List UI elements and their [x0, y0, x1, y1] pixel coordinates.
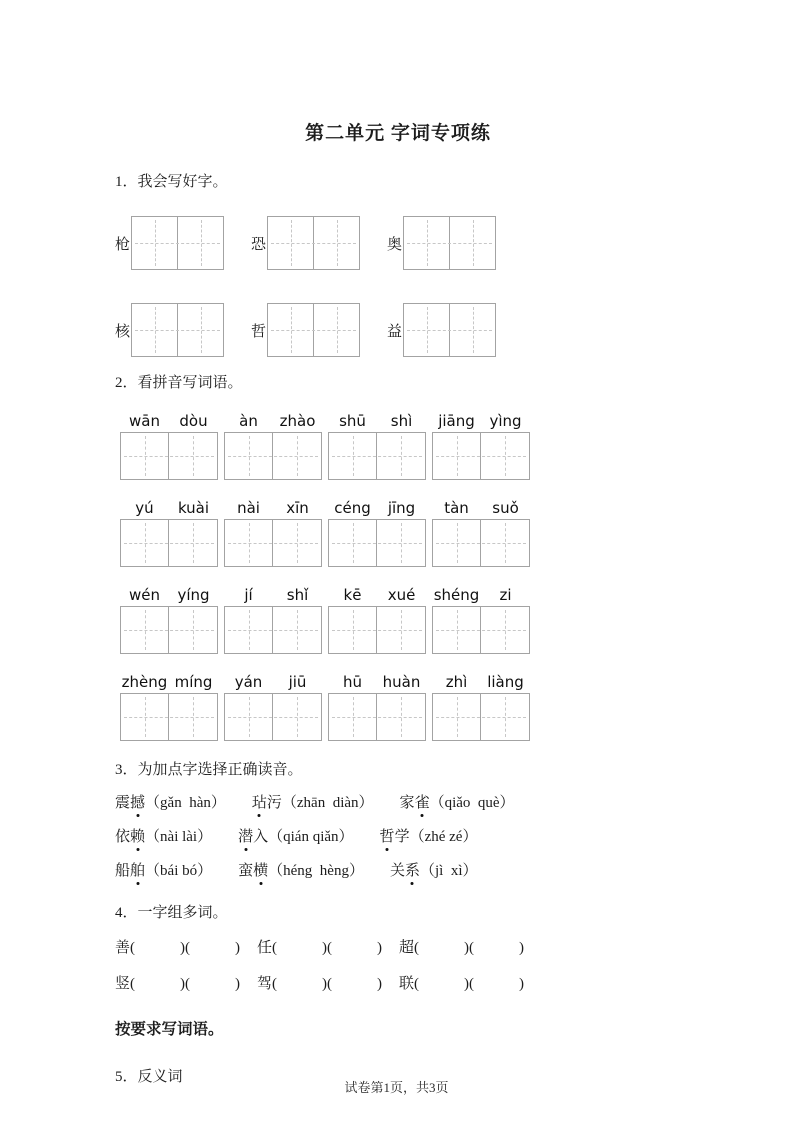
grid-cell	[169, 433, 216, 479]
writing-grid	[224, 519, 322, 567]
pinyin-syllables	[328, 585, 426, 606]
q3-line-2	[115, 827, 681, 848]
grid-cell	[169, 520, 216, 566]
pronunciation-item	[238, 861, 364, 882]
q1-grid-row-2	[115, 303, 681, 357]
q2-pinyin-row-1	[120, 411, 681, 480]
model-character: 奥	[387, 236, 403, 253]
q4-line-1	[115, 937, 681, 959]
writing-group	[251, 303, 360, 357]
pinyin-group	[328, 585, 426, 654]
target-word: 关系	[390, 863, 420, 879]
grid-cell	[121, 607, 169, 653]
grid-cell	[273, 520, 320, 566]
grid-cell	[225, 607, 273, 653]
pinyin-syllable: shì	[390, 412, 413, 430]
answer-blanks: ( )( )	[130, 976, 240, 992]
writing-group	[387, 216, 496, 270]
q4-line-2	[115, 973, 681, 995]
answer-blanks: ( )( )	[272, 940, 382, 956]
grid-cell	[225, 433, 273, 479]
grid-cell	[329, 607, 377, 653]
base-character: 联	[399, 976, 415, 992]
grid-cell	[268, 304, 314, 356]
pronunciation-item	[115, 861, 212, 882]
pinyin-group	[224, 411, 322, 480]
answer-blanks: ( )( )	[414, 940, 524, 956]
pinyin-syllables	[328, 498, 426, 519]
pinyin-syllable: dòu	[179, 412, 208, 430]
dotted-character: 撼	[130, 793, 145, 814]
pinyin-group	[224, 585, 322, 654]
page-footer: 试卷第1页，共3页	[344, 1080, 449, 1095]
target-word: 蛮横	[238, 863, 268, 879]
model-character: 核	[115, 323, 131, 340]
answer-blanks: ( )( )	[414, 976, 524, 992]
writing-grid	[120, 519, 218, 567]
writing-grid	[131, 303, 224, 357]
pinyin-syllables	[432, 498, 530, 519]
pinyin-options: （zhé zé）	[409, 829, 478, 845]
pinyin-syllables	[224, 672, 322, 693]
pinyin-options: （gǎn hàn）	[145, 795, 226, 811]
pinyin-syllable: jiū	[288, 673, 307, 691]
writing-grid	[120, 606, 218, 654]
grid-cell	[450, 217, 495, 269]
writing-grid	[224, 693, 322, 741]
grid-cell	[225, 694, 273, 740]
grid-cell	[377, 607, 424, 653]
grid-cell	[132, 217, 178, 269]
word-building-item	[399, 973, 524, 995]
pronunciation-item	[400, 793, 515, 814]
pronunciation-item	[252, 793, 374, 814]
writing-group	[115, 216, 224, 270]
writing-grid	[120, 693, 218, 741]
q3-line-3	[115, 861, 681, 882]
pinyin-syllable: nài	[237, 499, 260, 517]
grid-cell	[329, 694, 377, 740]
base-character: 驾	[257, 976, 273, 992]
pinyin-syllables	[328, 672, 426, 693]
pinyin-syllable: shǐ	[286, 586, 309, 604]
writing-group	[387, 303, 496, 357]
grid-cell	[481, 433, 528, 479]
pinyin-syllables	[120, 411, 218, 432]
pinyin-options: （nài lài）	[145, 829, 213, 845]
pinyin-group	[432, 585, 530, 654]
pinyin-syllable: wān	[129, 412, 160, 430]
pinyin-syllables	[120, 585, 218, 606]
pinyin-syllable: àn	[239, 412, 258, 430]
pinyin-syllable: suǒ	[492, 499, 519, 517]
pinyin-syllables	[224, 498, 322, 519]
writing-grid	[120, 432, 218, 480]
pinyin-syllable: jīng	[387, 499, 416, 517]
pinyin-syllable: zi	[499, 586, 512, 604]
pinyin-syllable: huàn	[382, 673, 421, 691]
grid-cell	[404, 217, 450, 269]
writing-grid	[403, 303, 496, 357]
answer-blanks: ( )( )	[272, 976, 382, 992]
pinyin-syllable: hū	[342, 673, 362, 691]
grid-cell	[377, 433, 424, 479]
pinyin-options: （qiǎo què）	[429, 795, 515, 811]
writing-group	[251, 216, 360, 270]
model-character: 哲	[251, 323, 267, 340]
grid-cell	[225, 520, 273, 566]
q3-line-1	[115, 793, 681, 814]
q2-pinyin-row-2	[120, 498, 681, 567]
grid-cell	[481, 520, 528, 566]
dotted-character: 横	[253, 861, 268, 882]
target-word: 船舶	[115, 863, 145, 879]
grid-cell	[314, 304, 359, 356]
grid-cell	[481, 607, 528, 653]
pinyin-syllable: xué	[387, 586, 416, 604]
pinyin-group	[328, 672, 426, 741]
pinyin-syllable: kuài	[177, 499, 210, 517]
pinyin-group	[120, 585, 218, 654]
writing-grid	[328, 432, 426, 480]
pinyin-group	[328, 498, 426, 567]
pinyin-syllable: shū	[339, 412, 366, 430]
target-word: 家雀	[400, 795, 430, 811]
writing-group	[115, 303, 224, 357]
pinyin-syllable: zhào	[279, 412, 316, 430]
dotted-character: 系	[405, 861, 420, 882]
writing-grid	[403, 216, 496, 270]
writing-grid	[267, 216, 360, 270]
pinyin-options: （bái bó）	[145, 863, 213, 879]
grid-cell	[433, 694, 481, 740]
pinyin-syllable: liàng	[487, 673, 524, 691]
pinyin-syllable: míng	[174, 673, 213, 691]
dotted-character: 玷	[252, 793, 267, 814]
grid-cell	[314, 217, 359, 269]
grid-cell	[450, 304, 495, 356]
pronunciation-item	[115, 793, 226, 814]
grid-cell	[169, 607, 216, 653]
word-building-item	[399, 937, 524, 959]
pinyin-group	[224, 672, 322, 741]
pinyin-syllables	[432, 411, 530, 432]
grid-cell	[121, 433, 169, 479]
writing-grid	[328, 519, 426, 567]
writing-grid	[432, 693, 530, 741]
writing-grid	[131, 216, 224, 270]
pinyin-syllable: yán	[234, 673, 263, 691]
dotted-character: 哲	[380, 827, 395, 848]
pinyin-syllable: kē	[343, 586, 362, 604]
pinyin-group	[328, 411, 426, 480]
pinyin-group	[432, 672, 530, 741]
pinyin-group	[120, 498, 218, 567]
grid-cell	[169, 694, 216, 740]
target-word: 震撼	[115, 795, 145, 811]
writing-grid	[432, 519, 530, 567]
base-character: 任	[257, 940, 273, 956]
pinyin-syllables	[328, 411, 426, 432]
pinyin-syllable: zhì	[445, 673, 468, 691]
base-character: 竖	[115, 976, 131, 992]
pronunciation-item	[390, 861, 478, 882]
pinyin-group	[120, 672, 218, 741]
pinyin-syllable: wén	[128, 586, 160, 604]
pinyin-syllables	[224, 585, 322, 606]
dotted-character: 赖	[130, 827, 145, 848]
grid-cell	[268, 217, 314, 269]
target-word: 依赖	[115, 829, 145, 845]
q2-pinyin-row-4	[120, 672, 681, 741]
writing-grid	[224, 432, 322, 480]
word-building-item	[115, 937, 240, 959]
q4-label: 4．一字组多词。	[115, 905, 228, 921]
pinyin-syllable: tàn	[444, 499, 469, 517]
grid-cell	[377, 694, 424, 740]
word-building-item	[115, 973, 240, 995]
pinyin-syllable: céng	[334, 499, 371, 517]
q3-label: 3．为加点字选择正确读音。	[115, 762, 303, 778]
grid-cell	[433, 433, 481, 479]
pinyin-group	[432, 498, 530, 567]
target-word: 潜入	[238, 829, 268, 845]
pinyin-syllable: yíng	[177, 586, 210, 604]
pinyin-options: （qián qiǎn）	[268, 829, 354, 845]
page-title: 第二单元 字词专项练	[305, 123, 491, 144]
target-word: 哲学	[380, 829, 410, 845]
writing-grid	[432, 606, 530, 654]
target-word: 玷污	[252, 795, 282, 811]
grid-cell	[121, 694, 169, 740]
grid-cell	[329, 520, 377, 566]
pinyin-syllables	[120, 498, 218, 519]
grid-cell	[404, 304, 450, 356]
pronunciation-item	[380, 827, 478, 848]
q2-label: 2．看拼音写词语。	[115, 375, 243, 391]
section-heading: 按要求写词语。	[115, 1021, 224, 1038]
dotted-character: 舶	[130, 861, 145, 882]
writing-grid	[328, 606, 426, 654]
grid-cell	[121, 520, 169, 566]
pinyin-group	[432, 411, 530, 480]
grid-cell	[178, 217, 223, 269]
base-character: 超	[399, 940, 415, 956]
pinyin-group	[120, 411, 218, 480]
grid-cell	[433, 607, 481, 653]
q1-grid-row-1	[115, 216, 681, 270]
q2-pinyin-row-3	[120, 585, 681, 654]
grid-cell	[273, 433, 320, 479]
pronunciation-item	[238, 827, 353, 848]
pinyin-syllables	[224, 411, 322, 432]
pinyin-syllable: jí	[244, 586, 253, 604]
dotted-character: 雀	[415, 793, 430, 814]
grid-cell	[481, 694, 528, 740]
pinyin-options: （héng hèng）	[268, 863, 364, 879]
pinyin-syllables	[432, 585, 530, 606]
base-character: 善	[115, 940, 131, 956]
pinyin-syllables	[120, 672, 218, 693]
grid-cell	[273, 607, 320, 653]
pronunciation-item	[115, 827, 212, 848]
model-character: 恐	[251, 236, 267, 253]
pinyin-syllable: xīn	[286, 499, 309, 517]
q1-label: 1．我会写好字。	[115, 174, 228, 190]
word-building-item	[257, 937, 382, 959]
pinyin-syllable: yìng	[489, 412, 522, 430]
grid-cell	[433, 520, 481, 566]
writing-grid	[432, 432, 530, 480]
writing-grid	[224, 606, 322, 654]
pinyin-syllable: zhèng	[121, 673, 168, 691]
writing-grid	[328, 693, 426, 741]
grid-cell	[178, 304, 223, 356]
q5-label: 5．反义词	[115, 1069, 183, 1085]
pinyin-syllable: yú	[135, 499, 154, 517]
pinyin-options: （jì xì）	[420, 863, 478, 879]
grid-cell	[132, 304, 178, 356]
pinyin-syllable: jiāng	[438, 412, 475, 430]
pinyin-syllables	[432, 672, 530, 693]
grid-cell	[273, 694, 320, 740]
grid-cell	[329, 433, 377, 479]
pinyin-options: （zhān diàn）	[281, 795, 374, 811]
model-character: 枪	[115, 236, 131, 253]
word-building-item	[257, 973, 382, 995]
writing-grid	[267, 303, 360, 357]
dotted-character: 潜	[238, 827, 253, 848]
pinyin-group	[224, 498, 322, 567]
grid-cell	[377, 520, 424, 566]
answer-blanks: ( )( )	[130, 940, 240, 956]
model-character: 益	[387, 323, 403, 340]
pinyin-syllable: shéng	[433, 586, 480, 604]
